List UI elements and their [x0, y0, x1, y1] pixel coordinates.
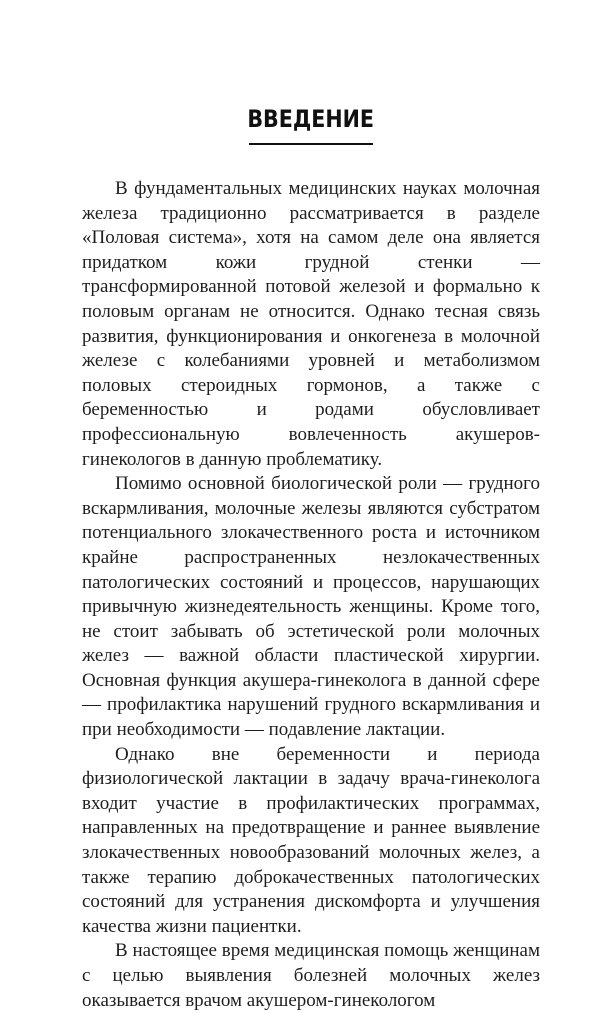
paragraph-2: Помимо основной биологической роли — грудного вскармливания, молочные железы являются субстратом потенциального злокачественного роста и источником крайне распространенных незлокачественных патологических состояний и процессов, нарушающих привычную жизнедеятельность женщины. Кроме того, не стоит забывать об эстетической роли молочных желез — важной области пластической хирургии. Основная функция акушера-гинеколога в данной сфере — профилактика нарушений грудного вскармливания и при необходимости — подавление лактации.	[82, 473, 540, 741]
chapter-title: ВВЕДЕНИЕ	[247, 105, 375, 133]
chapter-heading	[82, 105, 540, 133]
paragraph-1: В фундаментальных медицинских науках молочная железа традиционно рассматривается в разделе «Половая система», хотя на самом деле она является придатком кожи грудной стенки — трансформированной потовой железой и формально к половым органам не относится. Однако тесная связь развития, функционирования и онкогенеза в молочной железе с колебаниями уровней и метаболизмом половых стероидных гормонов, а также с беременностью и родами обусловливает профессиональную вовлеченность акушеров-гинекологов в данную проблематику.	[82, 178, 540, 470]
paragraph-3: Однако вне беременности и периода физиологической лактации в задачу врача-гинеколога входит участие в профилактических программах, направленных на предотвращение и раннее выявление злокачественных новообразований молочных желез, а также терапию доброкачественных патологических состояний для устранения дискомфорта и улучшения качества жизни пациентки.	[82, 743, 540, 937]
body-text	[82, 177, 540, 1013]
book-page	[82, 0, 540, 1011]
heading-underline	[249, 143, 373, 145]
paragraph-4: В настоящее время медицинская помощь женщинам с целью выявления болезней молочных желез оказывается врачом акушером-гинекологом	[82, 940, 540, 1011]
